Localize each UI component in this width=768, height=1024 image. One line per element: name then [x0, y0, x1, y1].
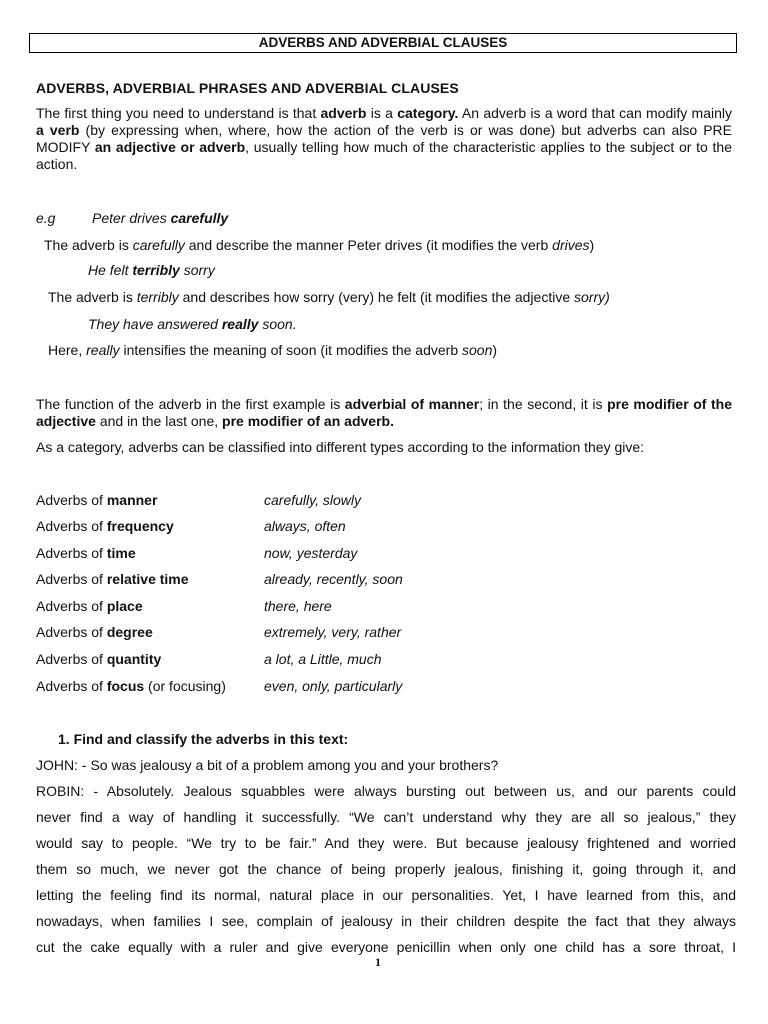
adverb-type-row: Adverbs of place there, here: [36, 598, 332, 614]
dialogue-line: JOHN: - So was jealousy a bit of a problem among you and your brothers?: [36, 757, 499, 773]
adverb-type-row: Adverbs of degree extremely, very, rather: [36, 624, 402, 640]
page-number: 1: [375, 955, 381, 969]
dialogue-line: letting the feeling find its normal, natural place in our personalities. Yet, I have learned from this, and: [36, 887, 736, 903]
dialogue-line: ROBIN: - Absolutely. Jealous squabbles were always bursting out between us, and our parents could: [36, 783, 736, 799]
adverb-type-row: Adverbs of quantity a lot, a Little, much: [36, 651, 382, 667]
adverb-type-row: Adverbs of time now, yesterday: [36, 545, 358, 561]
example-label: e.g: [36, 210, 56, 226]
dialogue-line: cut the cake equally with a ruler and give everyone penicillin when only one child has a sore throat, I: [36, 939, 736, 955]
document-title: ADVERBS AND ADVERBIAL CLAUSES: [29, 33, 737, 53]
intro-paragraph: The first thing you need to understand is that adverb is a category. An adverb is a word that can modify mainly a verb (by expressing when, where, how the action of the verb is or was done) but adverbs can also PRE MODIFY an adjective or adverb, usually telling how much of the characteristic applies to the subject or to the action.: [36, 105, 732, 172]
dialogue-line: would say to people. “We try to be fair.” And they were. But because jealousy frightened and worried: [36, 835, 736, 851]
dialogue-line: them so much, we never got the chance of being properly jealous, finishing it, going through it, and: [36, 861, 736, 877]
example-explanation-1: The adverb is carefully and describe the manner Peter drives (it modifies the verb drives): [44, 237, 595, 253]
example-sentence-1: Peter drives carefully: [92, 210, 229, 226]
adverb-type-row: Adverbs of focus (or focusing) even, only, particularly: [36, 678, 403, 694]
adverb-type-row: Adverbs of relative time already, recently, soon: [36, 571, 403, 587]
example-sentence-3: They have answered really soon.: [88, 316, 297, 332]
adverb-type-row: Adverbs of manner carefully, slowly: [36, 492, 361, 508]
adverb-type-row: Adverbs of frequency always, often: [36, 518, 346, 534]
exercise-heading: 1. Find and classify the adverbs in this text:: [58, 731, 349, 747]
section-heading: ADVERBS, ADVERBIAL PHRASES AND ADVERBIAL CLAUSES: [36, 80, 459, 96]
dialogue-line: nowadays, when families I see, complain of jealousy in their children despite the fact that they always: [36, 913, 736, 929]
example-explanation-3: Here, really intensifies the meaning of soon (it modifies the adverb soon): [48, 342, 498, 358]
category-line: As a category, adverbs can be classified into different types according to the information they give:: [36, 439, 645, 455]
example-explanation-2: The adverb is terribly and describes how sorry (very) he felt (it modifies the adjective sorry): [48, 289, 610, 305]
dialogue-text: [36, 752, 736, 960]
function-paragraph: The function of the adverb in the first example is adverbial of manner; in the second, it is pre modifier of the adjective and in the last one, pre modifier of an adverb.: [36, 396, 733, 429]
example-sentence-2: He felt terribly sorry: [88, 262, 215, 278]
dialogue-line: never find a way of handling it successfully. “We can’t understand why they are all so jealous,” they: [36, 809, 736, 825]
